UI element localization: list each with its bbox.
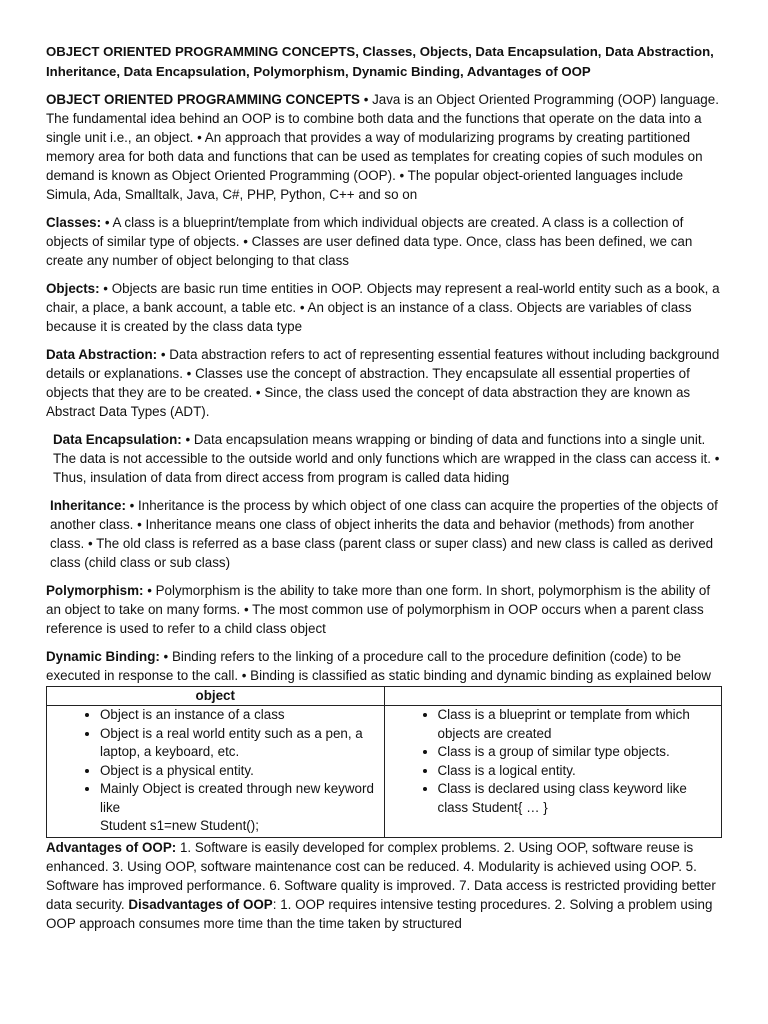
section-classes-term: Classes: <box>46 215 102 230</box>
list-item: • Object is a physical entity. <box>100 762 384 781</box>
table-header-object: object <box>47 687 385 706</box>
section-objects-text: • Objects are basic run time entities in OOP. Objects may represent a real-world entity such as a book, a chair, a place, a bank account, a table etc. • An object is an instance of a class. Objects are variables of class because it is created by the class data type <box>46 281 720 334</box>
section-objects <box>46 279 728 336</box>
section-encapsulation-text: • Data encapsulation means wrapping or binding of data and functions into a single unit. The data is not accessible to the outside world and only functions which are wrapped in the class can access it. • Thus, insulation of data from direct access from program is called data hiding <box>53 432 720 485</box>
advantages-text: 1. Software is easily developed for complex problems. 2. Using OOP, software reuse is enhanced. 3. Using OOP, software maintenance cost can be reduced. 4. Modularity is achieved using OOP. 5. Software has improved performance. 6. Software quality is improved. 7. Data access is restricted providing better data security. <box>46 839 716 912</box>
section-classes-text: • A class is a blueprint/template from which individual objects are created. A class is a collection of objects of similar type of objects. • Classes are user defined data type. Once, class has been defined, we can create any number of object belonging to that class <box>46 215 693 268</box>
table-cell-class <box>384 706 722 838</box>
list-item: • Class is a group of similar type objects. <box>438 743 722 762</box>
list-item: • Object is a real world entity such as a pen, a laptop, a keyboard, etc. <box>100 725 384 762</box>
section-inheritance <box>46 496 728 572</box>
object-class-comparison-table <box>46 686 722 838</box>
list-item: • Class is a blueprint or template from which objects are created <box>438 706 722 743</box>
table-row <box>47 706 722 838</box>
table-header-row <box>47 687 722 706</box>
list-item <box>100 780 384 836</box>
class-list <box>385 706 722 817</box>
section-abstraction-text: • Data abstraction refers to act of representing essential features without including background details or explanations. • Classes use the concept of abstraction. They encapsulate all essential properties of objects that they are to be created. • Since, the class used the concept of data abstraction they are known as Abstract Data Types (ADT). <box>46 347 720 419</box>
section-classes <box>46 213 728 270</box>
disadvantages-text: : 1. OOP requires intensive testing procedures. 2. Solving a problem using OOP approach consumes more time than the time taken by structured <box>46 896 713 931</box>
section-polymorphism <box>46 581 728 638</box>
list-item-text: Mainly Object is created through new keyword like <box>100 781 374 815</box>
advantages-term: Advantages of OOP: <box>46 839 177 855</box>
section-oop-term: OBJECT ORIENTED PROGRAMMING CONCEPTS <box>46 92 360 107</box>
section-abstraction-term: Data Abstraction: <box>46 347 158 362</box>
section-inheritance-term: Inheritance: <box>50 498 126 513</box>
section-binding-text: • Binding refers to the linking of a procedure call to the procedure definition (code) to be executed in response to the call. • Binding is classified as static binding and dynamic binding as explained below <box>46 649 711 683</box>
section-objects-term: Objects: <box>46 281 100 296</box>
page-title: OBJECT ORIENTED PROGRAMMING CONCEPTS, Classes, Objects, Data Encapsulation, Data Abstraction, Inheritance, Data Encapsulation, Polymorphism, Dynamic Binding, Advantages of OOP <box>46 44 714 79</box>
section-abstraction <box>46 345 728 421</box>
table-header-class <box>384 687 722 706</box>
section-oop <box>46 90 728 204</box>
section-polymorphism-term: Polymorphism: <box>46 583 144 598</box>
table-cell-object <box>47 706 385 838</box>
section-oop-text: • Java is an Object Oriented Programming (OOP) language. The fundamental idea behind an OOP is to combine both data and the functions that operate on the data into a single unit i.e., an object. • An approach that provides a way of modularizing programs by creating partitioned memory area for both data and functions that can be used as templates for creating copies of such modules on demand is known as Object Oriented Programming (OOP). • The popular object-oriented languages include Simula, Ada, Smalltalk, Java, C#, PHP, Python, C++ and so on <box>46 92 719 202</box>
list-item: • Object is an instance of a class <box>100 706 384 725</box>
section-advantages <box>46 838 728 933</box>
section-inheritance-text: • Inheritance is the process by which object of one class can acquire the properties of the objects of another class. • Inheritance means one class of object inherits the data and behavior (methods) from another class. • The old class is referred as a base class (parent class or super class) and new class is called as derived class (child class or sub class) <box>50 498 718 570</box>
code-example: Student s1=new Student(); <box>100 818 259 833</box>
section-polymorphism-text: • Polymorphism is the ability to take more than one form. In short, polymorphism is the ability of an object to take on many forms. • The most common use of polymorphism in OOP occurs when a parent class reference is used to refer to a child class object <box>46 583 711 636</box>
section-binding <box>46 647 728 685</box>
section-encapsulation-term: Data Encapsulation: <box>53 432 182 447</box>
object-list <box>47 706 384 836</box>
section-binding-term: Dynamic Binding: <box>46 649 160 664</box>
list-item: • Class is declared using class keyword like class Student{ … } <box>438 780 722 817</box>
list-item: • Class is a logical entity. <box>438 762 722 781</box>
disadvantages-term: Disadvantages of OOP <box>128 896 273 912</box>
section-encapsulation <box>46 430 728 487</box>
